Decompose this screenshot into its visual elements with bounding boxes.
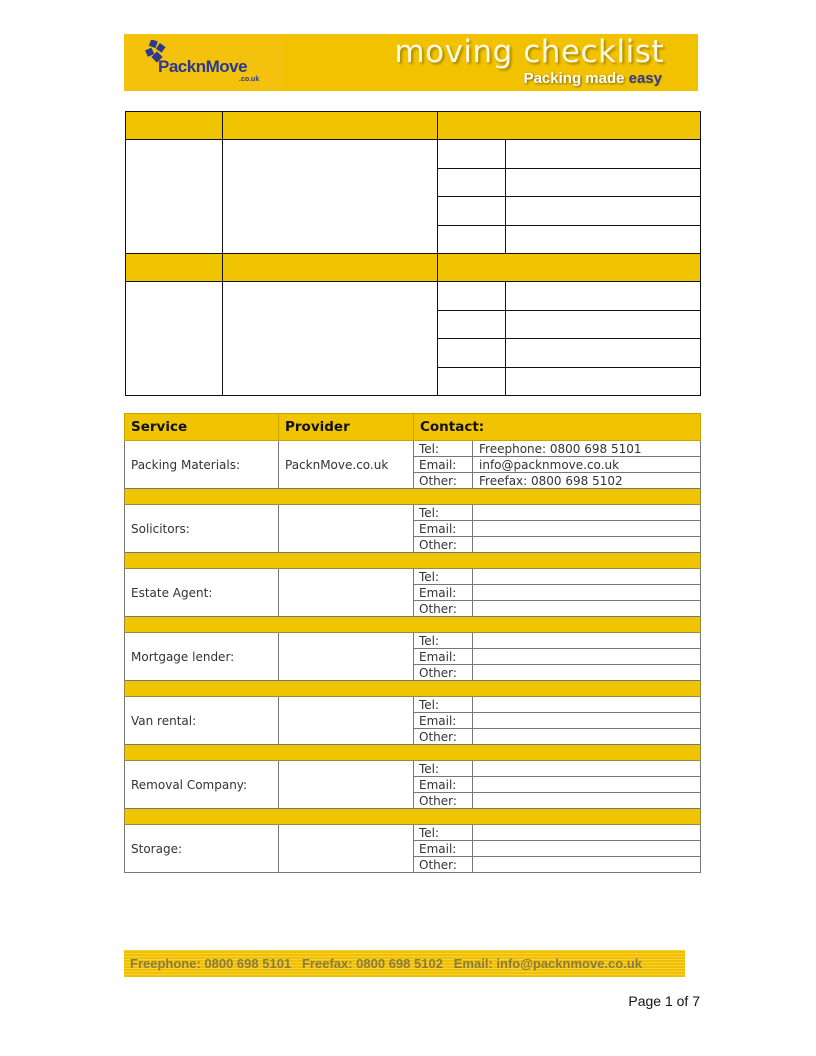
section-separator: [125, 745, 701, 761]
contact-value-other[interactable]: [473, 665, 701, 681]
field-label-cell[interactable]: [438, 168, 506, 196]
contact-label-other: Other:: [414, 857, 473, 873]
field-label-cell[interactable]: [438, 282, 506, 310]
contact-value-email[interactable]: info@packnmove.co.uk: [473, 457, 701, 473]
contact-value-other[interactable]: [473, 793, 701, 809]
header-contact: Contact:: [414, 414, 701, 441]
logo-domain: .co.uk: [239, 76, 260, 83]
address-header-row-1: [126, 112, 701, 140]
label-cell[interactable]: [126, 282, 223, 396]
separator-cell: [125, 617, 701, 633]
separator-cell: [125, 489, 701, 505]
logo-wordmark: PacknMove: [158, 57, 248, 76]
contact-label-tel: Tel:: [414, 441, 473, 457]
field-value-cell[interactable]: [506, 339, 701, 367]
contact-value-other[interactable]: [473, 601, 701, 617]
contact-label-email: Email:: [414, 713, 473, 729]
field-value-cell[interactable]: [506, 225, 701, 253]
document-title: moving checklist: [394, 34, 664, 70]
service-row: [125, 825, 701, 841]
header-cell: [438, 253, 701, 281]
provider-cell[interactable]: [279, 825, 414, 873]
page-number: Page 1 of 7: [628, 993, 700, 1009]
field-value-cell[interactable]: [506, 197, 701, 225]
contact-value-email[interactable]: [473, 585, 701, 601]
header-banner: [124, 34, 698, 91]
field-label-cell[interactable]: [438, 310, 506, 338]
address-table: [125, 111, 701, 396]
service-row: [125, 441, 701, 457]
tagline: [524, 70, 662, 87]
contact-value-other[interactable]: [473, 857, 701, 873]
address-row: [126, 282, 701, 310]
address-header-row-2: [126, 253, 701, 281]
services-header-row: [125, 414, 701, 441]
contact-label-tel: Tel:: [414, 697, 473, 713]
service-name: Removal Company:: [125, 761, 279, 809]
contact-label-email: Email:: [414, 649, 473, 665]
contact-value-email[interactable]: [473, 713, 701, 729]
contact-value-other[interactable]: Freefax: 0800 698 5102: [473, 473, 701, 489]
contact-value-tel[interactable]: [473, 569, 701, 585]
service-row: [125, 697, 701, 713]
field-label-cell[interactable]: [438, 367, 506, 395]
contact-label-other: Other:: [414, 729, 473, 745]
contact-value-email[interactable]: [473, 521, 701, 537]
section-separator: [125, 553, 701, 569]
contact-label-email: Email:: [414, 777, 473, 793]
separator-cell: [125, 809, 701, 825]
contact-value-other[interactable]: [473, 729, 701, 745]
provider-cell[interactable]: [279, 569, 414, 617]
provider-cell[interactable]: PacknMove.co.uk: [279, 441, 414, 489]
field-value-cell[interactable]: [506, 310, 701, 338]
contact-value-tel[interactable]: Freephone: 0800 698 5101: [473, 441, 701, 457]
contact-value-tel[interactable]: [473, 633, 701, 649]
contact-value-tel[interactable]: [473, 505, 701, 521]
contact-label-email: Email:: [414, 841, 473, 857]
separator-cell: [125, 681, 701, 697]
service-row: [125, 761, 701, 777]
header-cell: [223, 253, 438, 281]
separator-cell: [125, 553, 701, 569]
service-name: Van rental:: [125, 697, 279, 745]
service-row: [125, 505, 701, 521]
provider-cell[interactable]: [279, 761, 414, 809]
provider-cell[interactable]: [279, 697, 414, 745]
service-row: [125, 569, 701, 585]
contact-value-tel[interactable]: [473, 697, 701, 713]
service-name: Estate Agent:: [125, 569, 279, 617]
field-label-cell[interactable]: [438, 225, 506, 253]
contact-value-tel[interactable]: [473, 825, 701, 841]
contact-label-other: Other:: [414, 665, 473, 681]
address-cell[interactable]: [223, 140, 438, 254]
contact-value-other[interactable]: [473, 537, 701, 553]
field-value-cell[interactable]: [506, 367, 701, 395]
field-label-cell[interactable]: [438, 197, 506, 225]
header-cell: [223, 112, 438, 140]
header-provider: Provider: [279, 414, 414, 441]
section-separator: [125, 489, 701, 505]
field-value-cell[interactable]: [506, 140, 701, 168]
service-name: Storage:: [125, 825, 279, 873]
section-separator: [125, 681, 701, 697]
contact-label-other: Other:: [414, 473, 473, 489]
label-cell[interactable]: [126, 140, 223, 254]
service-row: [125, 633, 701, 649]
contact-value-email[interactable]: [473, 649, 701, 665]
contact-label-other: Other:: [414, 793, 473, 809]
logo: [124, 34, 284, 91]
contact-label-other: Other:: [414, 601, 473, 617]
address-row: [126, 140, 701, 168]
contact-label-tel: Tel:: [414, 569, 473, 585]
section-separator: [125, 617, 701, 633]
service-name: Packing Materials:: [125, 441, 279, 489]
contact-value-email[interactable]: [473, 777, 701, 793]
contact-label-tel: Tel:: [414, 761, 473, 777]
field-label-cell[interactable]: [438, 339, 506, 367]
field-value-cell[interactable]: [506, 282, 701, 310]
service-name: Mortgage lender:: [125, 633, 279, 681]
field-label-cell[interactable]: [438, 140, 506, 168]
address-cell[interactable]: [223, 282, 438, 396]
service-name: Solicitors:: [125, 505, 279, 553]
separator-cell: [125, 745, 701, 761]
contact-label-email: Email:: [414, 585, 473, 601]
provider-cell[interactable]: [279, 633, 414, 681]
contact-label-email: Email:: [414, 521, 473, 537]
contact-label-email: Email:: [414, 457, 473, 473]
tagline-accent: easy: [628, 70, 662, 87]
contact-label-tel: Tel:: [414, 633, 473, 649]
header-cell: [438, 112, 701, 140]
contact-value-email[interactable]: [473, 841, 701, 857]
provider-cell[interactable]: [279, 505, 414, 553]
contact-value-tel[interactable]: [473, 761, 701, 777]
section-separator: [125, 809, 701, 825]
contact-label-tel: Tel:: [414, 505, 473, 521]
footer-contact-bar: Freephone: 0800 698 5101 Freefax: 0800 698 5102 Email: info@packnmove.co.uk: [124, 950, 685, 977]
contact-label-other: Other:: [414, 537, 473, 553]
header-cell: [126, 112, 223, 140]
header-service: Service: [125, 414, 279, 441]
contact-label-tel: Tel:: [414, 825, 473, 841]
header-cell: [126, 253, 223, 281]
field-value-cell[interactable]: [506, 168, 701, 196]
services-table: [124, 413, 701, 873]
tagline-main: Packing made: [523, 70, 629, 87]
